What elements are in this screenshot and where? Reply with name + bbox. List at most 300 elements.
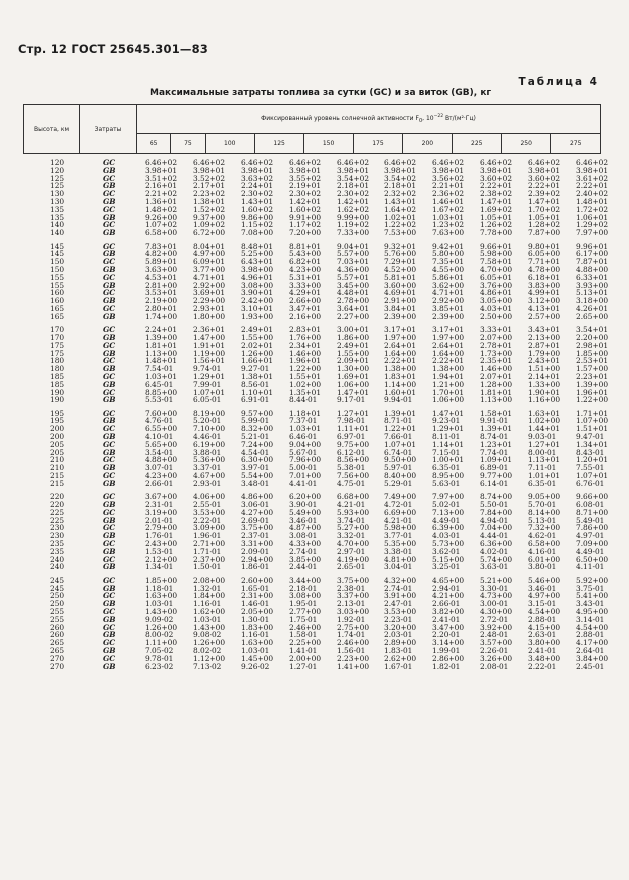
value-cell: 6.45-01 [145,379,174,389]
value-cell: 1.48+02 [145,204,178,214]
value-cell: 4.55+00 [432,264,465,274]
cost-type-cell: GB [103,432,116,442]
value-cell: 3.33+01 [480,325,513,335]
value-cell: 8.14+00 [528,507,561,517]
value-cell: 1.16-01 [193,599,222,609]
cost-type-cell: GB [103,546,116,556]
value-cell: 3.06-01 [241,500,270,510]
height-cell: 235 [50,539,65,549]
value-cell: 5.35+00 [384,539,417,549]
value-cell: 4.86+00 [241,492,274,502]
value-cell: 4.36+00 [337,264,370,274]
value-cell: 3.10+01 [241,303,274,313]
value-cell: 3.54-01 [145,447,174,457]
value-cell: 1.63+01 [528,408,561,418]
value-cell: 3.07-01 [145,463,174,473]
height-cell: 250 [50,591,65,601]
value-cell: 2.66-01 [432,599,461,609]
value-cell: 2.19+01 [289,181,322,191]
value-cell: 7.86+00 [576,523,609,533]
value-cell: 1.47+00 [193,332,226,342]
value-cell: 8.48+01 [241,241,274,251]
cost-type-cell: GC [103,325,116,335]
value-cell: 1.34+01 [576,439,609,449]
value-cell: 1.81+01 [480,387,513,397]
value-cell: 6.46+02 [193,158,226,167]
cost-type-cell: GB [103,196,116,206]
value-cell: 3.85+00 [289,554,322,564]
value-cell: 7.66-01 [384,432,413,442]
value-cell: 1.96+01 [576,387,609,397]
value-cell: 1.48+01 [576,196,609,206]
value-cell: 9.66+00 [576,492,609,502]
value-cell: 4.02-01 [480,546,509,556]
value-cell: 2.65+00 [576,311,609,321]
value-cell: 8.40+00 [384,471,417,481]
value-cell: 2.27+00 [337,311,370,321]
height-cell: 165 [50,303,65,313]
value-cell: 6.18+01 [528,272,561,282]
value-cell: 3.80-01 [528,562,557,572]
value-cell: 3.76+00 [480,280,513,290]
height-cell: 245 [50,583,65,593]
value-cell: 3.00+01 [337,325,370,335]
value-cell: 3.44+00 [289,575,322,585]
value-cell: 2.44-01 [289,562,318,572]
cost-type-cell: GC [103,356,116,366]
value-cell: 2.40+02 [576,189,609,199]
value-cell: 3.47+00 [432,622,465,632]
cost-type-cell: GB [103,416,116,426]
value-cell: 4.06+00 [193,492,226,502]
value-cell: 5.41+00 [576,591,609,601]
height-cell: 135 [50,204,65,214]
cost-type-cell: GC [103,471,116,481]
value-cell: 6.01+00 [528,554,561,564]
value-cell: 3.97-01 [241,463,270,473]
value-cell: 5.36+00 [193,455,226,465]
value-cell: 1.46+01 [432,196,465,206]
value-cell: 5.15+00 [432,554,465,564]
value-cell: 9.26+00 [145,212,178,222]
value-cell: 7.71+01 [528,257,561,267]
value-cell: 2.48-01 [480,630,509,640]
value-cell: 1.73+00 [480,348,513,358]
value-cell: 1.53-01 [145,546,174,556]
value-cell: 8.19+00 [193,408,226,418]
value-cell: 5.38-01 [337,463,366,473]
value-cell: 1.38+00 [432,364,465,374]
height-cell: 205 [50,447,65,457]
value-cell: 2.57+00 [528,311,561,321]
value-cell: 6.46+02 [432,158,465,167]
value-cell: 2.53+01 [576,356,609,366]
cost-type-cell: GB [103,348,116,358]
value-cell: 7.97+00 [576,228,609,238]
height-group [23,325,609,405]
value-cell: 9.66+01 [480,241,513,251]
cost-type-cell: GB [103,395,116,405]
value-cell: 2.81+00 [145,280,178,290]
value-cell: 3.77+00 [193,264,226,274]
value-cell: 1.22+01 [384,424,417,434]
value-cell: 6.89-01 [480,463,509,473]
height-cell: 225 [50,507,65,517]
height-cell: 215 [50,478,65,488]
value-cell: 9.91+00 [289,212,322,222]
value-cell: 2.20+00 [576,332,609,342]
value-cell: 5.29-01 [384,478,413,488]
value-cell: 6.05+01 [480,272,513,282]
value-cell: 1.10+01 [241,387,274,397]
value-cell: 4.54-01 [241,447,270,457]
value-cell: 4.96+01 [241,272,274,282]
value-cell: 7.49+00 [384,492,417,502]
value-cell: 5.27+00 [337,523,370,533]
value-cell: 4.21+00 [432,591,465,601]
value-cell: 1.90+01 [528,387,561,397]
value-cell: 4.88+00 [576,264,609,274]
value-cell: 7.11-01 [528,463,557,473]
value-cell: 6.55+00 [145,424,178,434]
value-cell: 2.07+01 [480,371,513,381]
value-cell: 3.63+00 [145,264,178,274]
value-cell: 7.60+00 [145,408,178,418]
value-cell: 7.55-01 [576,463,605,473]
cost-type-cell: GC [103,408,116,418]
value-cell: 1.29+01 [432,424,465,434]
value-cell: 7.74-01 [480,447,509,457]
solar-level-mid: , 10 [422,114,434,122]
value-cell: 1.09+02 [193,220,226,230]
value-cell: 2.91+00 [384,296,417,306]
solar-level-header [137,105,601,134]
value-cell: 2.43+01 [528,356,561,366]
value-cell: 1.47+01 [480,196,513,206]
height-group [23,575,609,671]
value-cell: 1.21+00 [432,379,465,389]
value-cell: 4.33+00 [289,539,322,549]
value-cell: 2.89+00 [384,638,417,648]
height-cell: 145 [50,249,65,259]
value-cell: 2.78+00 [337,296,370,306]
value-cell: 3.98+01 [480,165,513,175]
cost-type-cell: GC [103,554,116,564]
value-cell: 4.27+00 [241,507,274,517]
value-cell: 9.94-01 [384,395,413,405]
value-cell: 5.98+00 [480,249,513,259]
value-cell: 2.74-01 [289,546,318,556]
value-cell: 2.88-01 [576,630,605,640]
value-cell: 2.66+00 [289,296,322,306]
value-cell: 3.47+01 [289,303,322,313]
value-cell: 1.96-01 [193,531,222,541]
value-cell: 2.08+00 [193,575,226,585]
value-cell: 3.82+00 [432,607,465,616]
value-cell: 2.45-01 [576,661,605,671]
value-cell: 2.86+00 [432,653,465,663]
value-cell: 1.60+02 [289,204,322,214]
value-cell: 2.39+00 [432,311,465,321]
value-cell: 1.27-01 [289,661,318,671]
value-cell: 2.36+01 [193,325,226,335]
height-cell: 155 [50,272,65,282]
value-cell: 3.54+02 [337,173,370,183]
height-cell: 235 [50,546,65,556]
value-cell: 2.21+02 [145,189,178,199]
height-cell: 125 [50,173,65,183]
value-cell: 2.47-01 [384,599,413,609]
value-cell: 1.23+02 [432,220,465,230]
height-cell: 135 [50,212,65,222]
value-cell: 3.74-01 [337,515,366,525]
cost-type-cell: GC [103,158,116,167]
value-cell: 4.53+01 [145,272,178,282]
value-cell: 1.64+02 [384,204,417,214]
height-cell: 265 [50,638,65,648]
value-cell: 2.05+00 [241,607,274,616]
value-cell: 1.28+00 [480,379,513,389]
value-cell: 7.05-02 [145,645,174,655]
value-cell: 7.09+00 [576,539,609,549]
value-cell: 1.65-01 [241,583,270,593]
height-column-header: Высота, км [24,105,80,154]
value-cell: 2.22-01 [193,515,222,525]
value-cell: 7.58+01 [480,257,513,267]
value-cell: 1.09+01 [480,455,513,465]
value-cell: 2.49+01 [241,325,274,335]
value-cell: 6.19+00 [193,439,226,449]
value-cell: 1.16+00 [528,395,561,405]
height-cell: 175 [50,348,65,358]
value-cell: 6.30+00 [241,455,274,465]
level-header: 225 [452,134,501,154]
value-cell: 4.70+00 [480,264,513,274]
value-cell: 1.80+00 [193,311,226,321]
height-cell: 190 [50,387,65,397]
value-cell: 1.11+00 [145,638,178,648]
value-cell: 2.30+02 [289,189,322,199]
value-cell: 6.17+00 [576,249,609,259]
value-cell: 1.83+00 [241,622,274,632]
value-cell: 6.35-01 [528,478,557,488]
value-cell: 6.35-01 [432,463,461,473]
value-cell: 7.04+00 [480,523,513,533]
value-cell: 1.39+00 [145,332,178,342]
value-cell: 5.49-01 [576,515,605,525]
value-cell: 8.44-01 [289,395,318,405]
value-cell: 2.36+02 [432,189,465,199]
value-cell: 3.51+02 [145,173,178,183]
value-cell: 7.53+00 [384,228,417,238]
value-cell: 3.25-01 [432,562,461,572]
value-cell: 1.63+00 [145,591,178,601]
height-cell: 255 [50,607,65,616]
value-cell: 1.60+02 [241,204,274,214]
value-cell: 4.71+01 [193,272,226,282]
value-cell: 2.77+00 [289,607,322,616]
value-cell: 2.35+01 [480,356,513,366]
value-cell: 7.83+01 [145,241,178,251]
value-cell: 1.18+01 [289,408,322,418]
height-group [23,241,609,321]
value-cell: 2.98+01 [576,340,609,350]
value-cell: 2.64-01 [576,645,605,655]
value-cell: 3.98+01 [528,165,561,175]
value-cell: 4.99+01 [528,288,561,298]
value-cell: 5.00-01 [289,463,318,473]
value-cell: 2.22+01 [432,356,465,366]
value-cell: 3.98+01 [337,165,370,175]
value-cell: 1.46+00 [289,348,322,358]
value-cell: 3.04-01 [384,562,413,572]
height-cell: 130 [50,196,65,206]
value-cell: 1.06+01 [576,212,609,222]
value-cell: 1.27+01 [337,408,370,418]
value-cell: 1.05+01 [480,212,513,222]
value-cell: 2.21+01 [432,181,465,191]
value-cell: 7.33+00 [337,228,370,238]
table-row [23,661,605,671]
height-cell: 215 [50,471,65,481]
value-cell: 7.13-02 [193,661,222,671]
value-cell: 7.99-01 [193,379,222,389]
value-cell: 4.03+01 [480,303,513,313]
value-cell: 6.36+00 [480,539,513,549]
value-cell: 2.13+00 [528,332,561,342]
value-cell: 6.05-01 [193,395,222,405]
value-cell: 9.05+00 [528,492,561,502]
table-title: Максимальные затраты топлива за сутки (GC) и за виток (GB), кг [150,88,492,98]
height-cell: 140 [50,220,65,230]
height-cell: 160 [50,296,65,306]
value-cell: 7.84+00 [480,507,513,517]
table-row [23,478,605,488]
value-cell: 1.70+01 [432,387,465,397]
value-cell: 4.29+01 [289,288,322,298]
value-cell: 1.39+01 [384,408,417,418]
value-cell: 9.17-01 [337,395,366,405]
height-cell: 125 [50,181,65,191]
value-cell: 4.23+00 [145,471,178,481]
value-cell: 1.81+01 [145,340,178,350]
value-cell: 1.75-01 [289,614,318,624]
value-cell: 5.57+00 [337,249,370,259]
value-cell: 8.02-02 [193,645,222,655]
value-cell: 3.53+00 [384,607,417,616]
value-cell: 1.07+02 [145,220,178,230]
value-cell: 3.98+01 [241,165,274,175]
value-cell: 2.93+01 [193,303,226,313]
cost-type-cell: GB [103,264,116,274]
value-cell: 4.13+01 [528,303,561,313]
cost-type-cell: GC [103,371,116,381]
table-header [23,104,601,154]
value-cell: 3.43+01 [528,325,561,335]
value-cell: 1.82-01 [432,661,461,671]
value-cell: 3.63-01 [480,562,509,572]
value-cell: 2.38-01 [337,583,366,593]
height-cell: 170 [50,325,65,335]
value-cell: 1.95-01 [289,599,318,609]
value-cell: 9.23-01 [432,416,461,426]
value-cell: 3.45+00 [337,280,370,290]
value-cell: 3.93+00 [576,280,609,290]
value-cell: 1.55+00 [241,332,274,342]
cost-type-cell: GC [103,653,116,663]
value-cell: 2.23+00 [337,653,370,663]
value-cell: 8.56-01 [241,379,270,389]
value-cell: 1.36+01 [145,196,178,206]
value-cell: 6.82+01 [289,257,322,267]
value-cell: 8.00-02 [145,630,174,640]
value-cell: 3.33+00 [289,280,322,290]
value-cell: 6.46+02 [289,158,322,167]
value-cell: 1.74+00 [145,311,178,321]
value-cell: 5.20-01 [193,416,222,426]
level-header: 275 [551,134,601,154]
value-cell: 3.90-01 [289,500,318,510]
value-cell: 1.43+00 [193,622,226,632]
value-cell: 2.24+01 [145,325,178,335]
value-cell: 3.43-01 [576,599,605,609]
value-cell: 9.32+01 [384,241,417,251]
value-cell: 8.04+01 [193,241,226,251]
cost-type-cell: GB [103,562,116,572]
value-cell: 2.16+01 [145,181,178,191]
value-cell: 5.13-01 [528,515,557,525]
cost-type-cell: GB [103,379,116,389]
value-cell: 2.30+02 [241,189,274,199]
value-cell: 2.22+01 [576,181,609,191]
value-cell: 3.53+01 [145,288,178,298]
solar-level-unit: Вт/(м²·Гц) [443,114,476,122]
value-cell: 2.20-01 [432,630,461,640]
height-cell: 145 [50,241,65,251]
value-cell: 3.92+00 [480,622,513,632]
value-cell: 2.03-01 [384,630,413,640]
value-cell: 1.97+00 [384,332,417,342]
value-cell: 2.02+01 [241,340,274,350]
value-cell: 1.26+02 [480,220,513,230]
value-cell: 5.74+00 [480,554,513,564]
value-cell: 2.50+00 [480,311,513,321]
value-cell: 1.46-01 [241,599,270,609]
value-cell: 4.65+00 [432,575,465,585]
value-cell: 8.74-01 [480,432,509,442]
value-cell: 2.37-01 [241,531,270,541]
cost-type-cell: GB [103,661,116,671]
value-cell: 5.73+00 [432,539,465,549]
value-cell: 4.23+00 [289,264,322,274]
level-header: 65 [137,134,171,154]
value-cell: 2.07+00 [480,332,513,342]
height-group [23,158,609,238]
value-cell: 1.11+01 [337,424,370,434]
value-cell: 2.43+00 [145,539,178,549]
value-cell: 2.49+01 [337,340,370,350]
height-cell: 205 [50,439,65,449]
value-cell: 4.76-01 [145,416,174,426]
value-cell: 5.80+00 [432,249,465,259]
height-group [23,408,609,488]
value-cell: 8.32+00 [241,424,274,434]
value-cell: 2.14+01 [528,371,561,381]
value-cell: 1.60+01 [384,387,417,397]
value-cell: 3.90+01 [241,288,274,298]
height-cell: 190 [50,395,65,405]
cost-type-cell: GC [103,492,116,502]
